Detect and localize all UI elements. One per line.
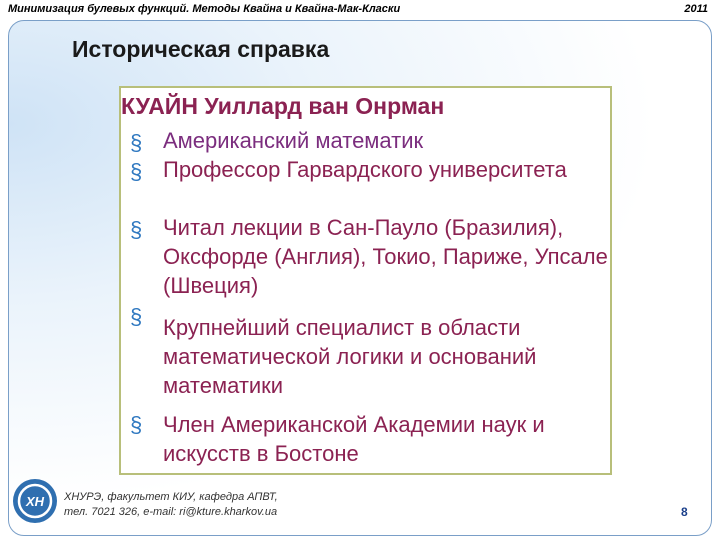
list-item: Крупнейший специалист в области математической логики и оснований математики [163, 315, 537, 398]
bullet-icon: § [130, 412, 143, 437]
person-name: КУАЙН Уиллард ван Онрман [121, 93, 445, 119]
footer-contact [64, 490, 278, 520]
bullet-icon: § [130, 304, 143, 329]
footer-line1: ХНУРЭ, факультет КИУ, кафедра АПВТ, [64, 491, 278, 503]
list-item: Член Американской Академии наук и искусств в Бостоне [163, 412, 545, 466]
list-item: Читал лекции в Сан-Пауло (Бразилия), Оксфорде (Англия), Токио, Париже, Упсале (Швеция) [163, 215, 608, 298]
slide-title: Историческая справка [72, 36, 330, 62]
bullet-icon: § [130, 130, 143, 155]
footer-line2: тел. 7021 326, e-mail: ri@kture.kharkov.ua [64, 506, 278, 518]
university-logo-icon [10, 476, 60, 526]
header-year: 2011 [684, 3, 708, 15]
logo-mark-icon: ХН [25, 494, 45, 509]
bullet-icon: § [130, 217, 143, 242]
bullet-icon: § [130, 159, 143, 184]
list-item: Профессор Гарвардского университета [163, 157, 567, 182]
page-number: 8 [681, 505, 688, 519]
list-item: Американский математик [163, 128, 424, 153]
header-title: Минимизация булевых функций. Методы Квайна и Квайна-Мак-Класки [8, 3, 401, 15]
